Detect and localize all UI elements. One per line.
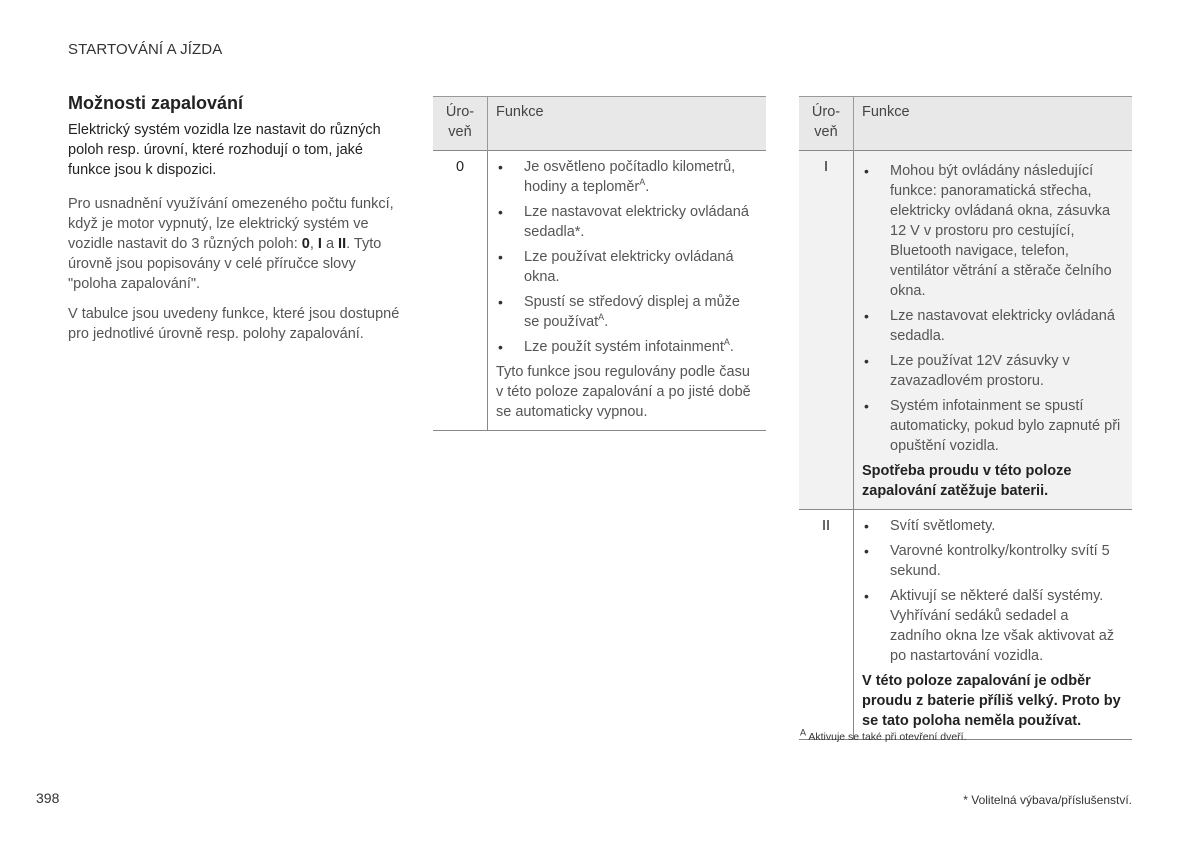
level-cell: II xyxy=(799,510,854,740)
footnote-ref: A xyxy=(723,337,730,348)
page-title: Možnosti zapalování xyxy=(68,93,244,113)
footnote xyxy=(800,727,967,743)
item-end: . xyxy=(604,314,609,330)
page-number: 398 xyxy=(36,790,60,806)
ignition-table-level-0 xyxy=(433,96,766,431)
section-header: STARTOVÁNÍ A JÍZDA xyxy=(68,41,223,58)
lead-paragraph: Elektrický systém vozidla lze nastavit do různých poloh resp. úrovní, které rozhodují o tom, jaké funkce jsou k dispozici. xyxy=(68,122,381,178)
optional-equipment-note: * Volitelná výbava/příslušenství. xyxy=(963,793,1132,807)
battery-warning: Spotřeba proudu v této poloze zapalování zatěžuje baterii. xyxy=(862,463,1072,499)
item-text: Spustí se středový displej a může se používat xyxy=(524,294,740,330)
battery-warning: V této poloze zapalování je odběr proudu z baterie příliš velký. Proto by se tato poloha neměla používat. xyxy=(862,673,1121,729)
column-header-function: Funkce xyxy=(488,97,767,151)
positions-paragraph xyxy=(68,194,403,294)
item-end: . xyxy=(729,339,734,355)
ignition-table-levels-I-II xyxy=(799,96,1132,740)
function-cell xyxy=(854,151,1133,510)
footnote-marker: A xyxy=(800,727,807,738)
list-item: • Mohou být ovládány následující funkce: panoramatická střecha, elektricky ovládaná okna, zásuvka 12 V v prostoru pro cestující, Bluetooth navigace, telefon, ventilátor větrání a stěrače čelního okna. xyxy=(862,161,1124,301)
item-end: . xyxy=(645,179,650,195)
header-label: Úro-veň xyxy=(445,104,475,140)
list-item xyxy=(496,157,758,197)
item-text: Lze používat elektricky ovládaná okna. xyxy=(524,249,734,285)
function-list xyxy=(862,516,1124,666)
text-run: . Tyto úrovně jsou popisovány v celé příručce slovy "poloha zapalování". xyxy=(68,236,382,292)
list-item xyxy=(496,202,758,242)
table-intro-paragraph: V tabulce jsou uvedeny funkce, které jsou dostupné pro jednotlivé úrovně resp. polohy zapalování. xyxy=(68,306,400,342)
list-item xyxy=(496,292,758,332)
intro-column xyxy=(68,93,403,354)
text-run: , xyxy=(309,236,318,252)
column-header-level xyxy=(799,97,854,151)
column-header-function: Funkce xyxy=(854,97,1133,151)
column-header-level xyxy=(433,97,488,151)
level-0-ref: 0 xyxy=(301,236,310,252)
list-item: • Lze používat 12V zásuvky v zavazadlovém prostoru. xyxy=(862,351,1124,391)
level-I-ref: I xyxy=(317,236,322,252)
list-item: • Lze nastavovat elektricky ovládaná sedadla. xyxy=(862,306,1124,346)
level-II-ref: II xyxy=(338,236,347,252)
header-label: Úro-veň xyxy=(811,104,841,140)
function-cell xyxy=(854,510,1133,740)
level-cell: I xyxy=(799,151,854,510)
list-item: • Svítí světlomety. xyxy=(862,516,1124,536)
footnote-ref: A xyxy=(598,312,605,323)
list-item xyxy=(496,337,758,357)
level-cell: 0 xyxy=(433,151,488,431)
list-item: • Aktivují se některé další systémy. Vyhřívání sedáků sedadel a zadního okna lze však aktivovat až po nastartování vozidla. xyxy=(862,586,1124,666)
timeout-note: Tyto funkce jsou regulovány podle času v této poloze zapalování a po jisté době se automaticky vypnou. xyxy=(496,364,751,420)
function-cell xyxy=(488,151,767,431)
item-text: Lze použít systém infotainment xyxy=(524,339,724,355)
list-item: • Varovné kontrolky/kontrolky svítí 5 sekund. xyxy=(862,541,1124,581)
list-item xyxy=(496,247,758,287)
function-list xyxy=(862,161,1124,456)
text-run: Pro usnadnění využívání omezeného počtu funkcí, když je motor vypnutý, lze elektrický systém ve vozidle nastavit do 3 různých poloh: xyxy=(68,196,394,252)
item-text: Je osvětleno počítadlo kilometrů, hodiny a teploměr xyxy=(524,159,736,195)
item-text: Lze nastavovat elektricky ovládaná sedadla*. xyxy=(524,204,749,240)
function-list xyxy=(496,157,758,357)
text-run: a xyxy=(321,236,339,252)
footnote-text: Aktivuje se také při otevření dveří. xyxy=(808,731,967,743)
list-item: • Systém infotainment se spustí automaticky, pokud bylo zapnuté při opuštění vozidla. xyxy=(862,396,1124,456)
footnote-ref: A xyxy=(639,177,646,188)
